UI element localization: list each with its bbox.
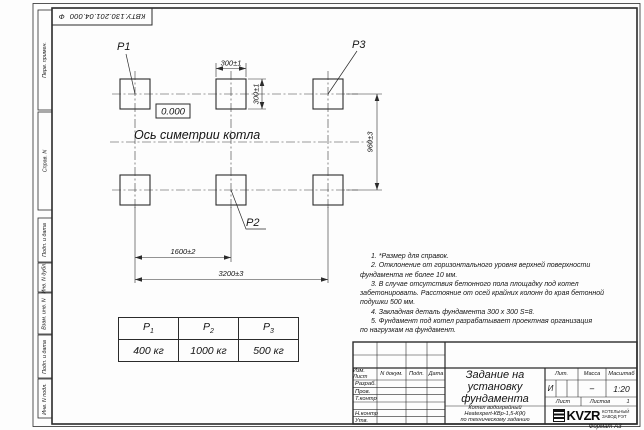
note-line: 5. Фундамент под котел разрабатывает проектная организация [371,318,593,326]
tb-col-izm-list: Изм. Лист [353,368,368,380]
tb-scale-header: Масштаб [608,371,635,377]
dim-pad-width: 300±1 [220,58,242,68]
note-line: 4. Закладная деталь фундамента 300 х 300 S=8. [371,308,535,316]
level-mark-value: 0.000 [161,106,185,118]
load-table [118,317,299,362]
load-value-p1: 400 кг [119,340,179,362]
tb-lit-header: Лит. [554,371,569,377]
dim-total-spacing: 3200±3 [218,269,244,278]
tb-row-tkontr: Т.контр [355,396,377,402]
load-value-p2: 1000 кг [179,340,239,362]
note-line: 2. Отклонение от горизонтального уровня верхней поверхности [371,262,591,270]
load-table-header-row [119,318,299,340]
dim-pad-height: 300±1 [251,83,261,105]
note-line: забетонировать. Расстояние от осей крайних колонн до края бетонной [360,290,605,298]
note-line: подушки 500 мм. [360,299,416,307]
dim-row-spacing: 960±3 [365,131,375,153]
margin-label-inv-dubl: Инв. N дубл. [42,261,48,294]
tb-row-razrab: Разраб. [355,381,376,387]
margin-label-vzam-inv: Взам. инв. N [42,297,48,330]
kvzr-logo-icon [553,409,565,422]
note-line: по нагрузкам на фундамент. [360,327,456,335]
load-point-p3-label: P3 [352,39,366,51]
title-block-subtitle: Котел водогрейный Heatexpert-КВр-1,5-К(К) по техническому заданию [460,405,530,423]
tb-mass-header: Масса [583,371,601,377]
technical-notes [360,252,638,336]
load-point-p1-label: P1 [117,41,131,53]
load-table-header-p3: $P_3$ [239,318,299,340]
load-table-header-p2: $P_2$ [179,318,239,340]
note-line: фундамента не более 10 мм. [360,271,458,279]
title-block-title: Задание на установку фундамента [461,369,529,405]
load-point-p2-label: P2 [246,217,260,229]
kvzr-logo-text: KVZR [566,407,600,423]
symmetry-axis-label: Ось симетрии котла [134,128,261,142]
tb-col-podp: Подп. [409,371,424,377]
tb-sheets-label: Листов [589,398,611,405]
company-logo [546,407,636,423]
tb-mass-value: – [589,384,595,393]
margin-label-podp-data-1: Подп. и дата [42,223,48,257]
top-stamp-doc-number: КВТУ.130.201.04.000 Ф [58,12,146,21]
tb-sheet-label: Лист [555,398,571,405]
tb-sheets-value: 1 [626,398,630,405]
title-block-doc-number [447,343,635,367]
tb-scale-value: 1:20 [613,383,630,394]
tb-row-utv: Утв. [355,417,369,424]
margin-label-inv-podl: Инв. N подл. [42,382,49,415]
tb-row-prov: Пров. [355,388,371,395]
tb-row-nkontr: Н.контр [355,410,378,417]
margin-label-sprav-n: Справ. N [42,149,48,173]
kvzr-logo-caption: КОТЕЛЬНЫЙ ЗАВОД РЭТ [601,409,630,419]
tb-lit-value: И [547,384,554,393]
margin-label-perv-primen: Перв. примен. [42,42,48,78]
note-line: 1. *Размер для справок. [371,253,449,260]
format-label: Формат А3 [588,423,622,430]
tb-col-data: Дата [428,371,444,377]
note-line: 3. В случае отсутствия бетонного пола площадку под котел [371,280,579,288]
load-table-header-p1: $P_1$ [119,318,179,340]
load-value-p3: 500 кг [239,340,299,362]
tb-col-n-dokum: N докум. [380,371,403,377]
dim-mid-spacing: 1600±2 [170,247,196,256]
margin-label-podp-data-2: Подп. и дата [42,339,48,374]
load-table-value-row [119,340,299,362]
